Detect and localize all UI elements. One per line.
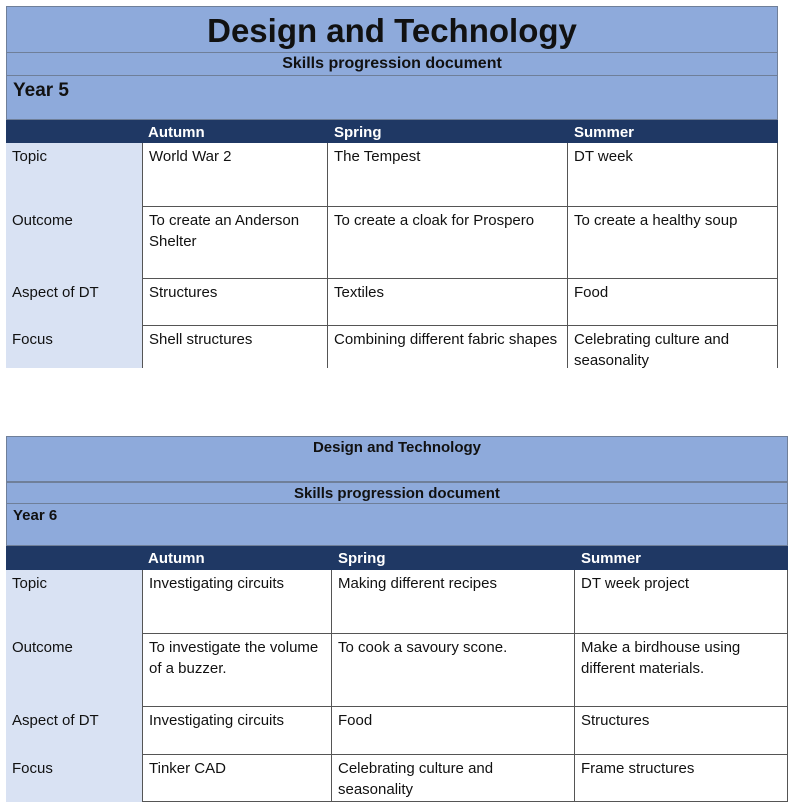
year6-table — [6, 436, 788, 802]
header-spring: Spring — [338, 550, 386, 567]
row-label: Topic — [6, 570, 142, 634]
table-cell: Combining different fabric shapes — [328, 326, 568, 368]
table-row — [6, 755, 788, 802]
header-blank — [6, 546, 142, 570]
table-row — [6, 326, 778, 368]
row-label: Outcome — [6, 207, 142, 279]
table-cell: To create a cloak for Prospero — [328, 207, 568, 279]
doc-subtitle: Skills progression document — [6, 482, 788, 504]
doc-title: Design and Technology — [6, 6, 778, 53]
header-spring: Spring — [334, 124, 382, 141]
table-row — [6, 707, 788, 755]
table-row — [6, 279, 778, 326]
doc-subtitle: Skills progression document — [6, 53, 778, 76]
table-cell: DT week — [568, 143, 778, 207]
table-cell: To cook a savoury scone. — [332, 634, 575, 707]
header-row — [6, 546, 788, 570]
row-label: Focus — [6, 326, 142, 368]
table-cell: World War 2 — [142, 143, 328, 207]
year-label: Year 6 — [13, 507, 58, 524]
table-cell: To investigate the volume of a buzzer. — [142, 634, 332, 707]
table-cell: Frame structures — [575, 755, 788, 802]
row-label: Topic — [6, 143, 142, 207]
table-cell: Investigating circuits — [142, 707, 332, 755]
header-summer: Summer — [574, 124, 635, 141]
table-cell: The Tempest — [328, 143, 568, 207]
table-cell: Food — [332, 707, 575, 755]
table-cell: Food — [568, 279, 778, 326]
table-cell: Tinker CAD — [142, 755, 332, 802]
year-label: Year 5 — [13, 80, 69, 101]
table-cell: Make a birdhouse using different materials. — [575, 634, 788, 707]
table-cell: Celebrating culture and seasonality — [332, 755, 575, 802]
doc-title: Design and Technology — [6, 436, 788, 482]
table-cell: Investigating circuits — [142, 570, 332, 634]
table-row — [6, 143, 778, 207]
row-label: Aspect of DT — [6, 707, 142, 755]
table-cell: To create an Anderson Shelter — [142, 207, 328, 279]
year5-table — [6, 6, 778, 370]
table-cell: Structures — [575, 707, 788, 755]
row-label: Outcome — [6, 634, 142, 707]
table-row — [6, 570, 788, 634]
year-heading — [6, 76, 778, 120]
header-summer: Summer — [581, 550, 642, 567]
table-cell: Celebrating culture and seasonality — [568, 326, 778, 368]
table-cell: Textiles — [328, 279, 568, 326]
row-label: Aspect of DT — [6, 279, 142, 326]
table-cell: DT week project — [575, 570, 788, 634]
row-label: Focus — [6, 755, 142, 802]
header-row — [6, 120, 778, 143]
table-row — [6, 634, 788, 707]
header-autumn: Autumn — [148, 550, 205, 567]
table-row — [6, 207, 778, 279]
table-cell: Making different recipes — [332, 570, 575, 634]
header-autumn: Autumn — [148, 124, 205, 141]
year-heading — [6, 504, 788, 546]
header-blank — [6, 120, 142, 143]
table-cell: Shell structures — [142, 326, 328, 368]
table-cell: To create a healthy soup — [568, 207, 778, 279]
table-cell: Structures — [142, 279, 328, 326]
